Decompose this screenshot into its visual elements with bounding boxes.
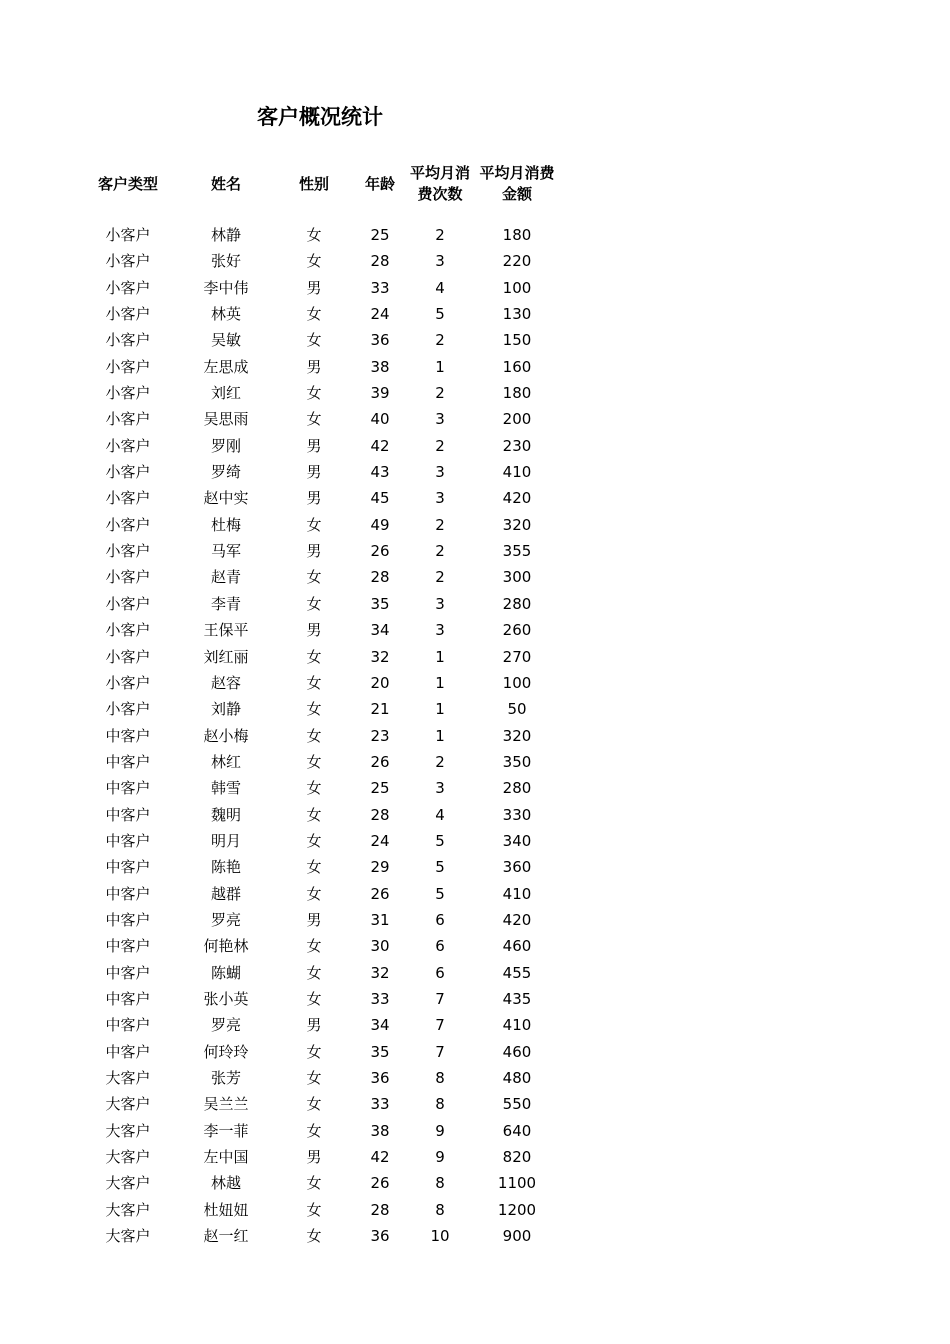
monthly-amount-cell: 300 bbox=[502, 568, 532, 587]
age-cell: 36 bbox=[370, 331, 390, 350]
name-cell: 何玲玲 bbox=[203, 1042, 249, 1061]
monthly-visits-cell: 4 bbox=[435, 278, 445, 297]
table-row bbox=[0, 881, 600, 907]
age-cell: 35 bbox=[370, 1042, 390, 1061]
customer-type-cell: 中客户 bbox=[105, 963, 151, 982]
table-row bbox=[0, 222, 600, 248]
table-row bbox=[0, 248, 600, 274]
customer-type-cell: 中客户 bbox=[105, 779, 151, 798]
monthly-visits-cell: 2 bbox=[435, 331, 445, 350]
table-row bbox=[0, 775, 600, 801]
monthly-amount-cell: 50 bbox=[507, 700, 527, 719]
gender-cell: 男 bbox=[306, 489, 322, 508]
name-cell: 罗亮 bbox=[210, 1016, 241, 1035]
gender-cell: 男 bbox=[306, 278, 322, 297]
age-cell: 30 bbox=[370, 937, 390, 956]
age-cell: 32 bbox=[370, 963, 390, 982]
gender-cell: 女 bbox=[306, 884, 322, 903]
age-cell: 33 bbox=[370, 278, 390, 297]
table-row bbox=[0, 1012, 600, 1038]
customer-type-cell: 中客户 bbox=[105, 1016, 151, 1035]
monthly-amount-cell: 410 bbox=[502, 463, 532, 482]
name-cell: 左思成 bbox=[203, 357, 249, 376]
customer-type-cell: 中客户 bbox=[105, 937, 151, 956]
customer-type-cell: 小客户 bbox=[105, 621, 151, 640]
monthly-amount-cell: 550 bbox=[502, 1095, 532, 1114]
monthly-visits-cell: 3 bbox=[435, 252, 445, 271]
table-row bbox=[0, 1118, 600, 1144]
customer-type-cell: 大客户 bbox=[105, 1121, 151, 1140]
gender-cell: 男 bbox=[306, 1016, 322, 1035]
name-cell: 吴思雨 bbox=[203, 410, 249, 429]
name-cell: 罗亮 bbox=[210, 910, 241, 929]
table-row bbox=[0, 802, 600, 828]
age-cell: 26 bbox=[370, 542, 390, 561]
gender-cell: 女 bbox=[306, 1227, 322, 1246]
gender-cell: 女 bbox=[306, 1095, 322, 1114]
table-row bbox=[0, 854, 600, 880]
customer-type-cell: 中客户 bbox=[105, 1042, 151, 1061]
monthly-amount-cell: 260 bbox=[502, 621, 532, 640]
name-cell: 李中伟 bbox=[203, 278, 249, 297]
table-row bbox=[0, 986, 600, 1012]
monthly-amount-cell: 420 bbox=[502, 910, 532, 929]
monthly-visits-cell: 2 bbox=[435, 384, 445, 403]
monthly-visits-cell: 2 bbox=[435, 542, 445, 561]
table-row bbox=[0, 1144, 600, 1170]
name-cell: 张芳 bbox=[210, 1069, 241, 1087]
monthly-amount-cell: 280 bbox=[502, 594, 532, 613]
customer-type-cell: 小客户 bbox=[105, 410, 151, 429]
monthly-visits-cell: 4 bbox=[435, 805, 445, 824]
name-cell: 李一菲 bbox=[203, 1121, 249, 1140]
customer-type-cell: 大客户 bbox=[105, 1227, 151, 1246]
customer-type-cell: 中客户 bbox=[105, 805, 151, 824]
table-row bbox=[0, 433, 600, 459]
age-cell: 24 bbox=[370, 831, 390, 850]
age-cell: 38 bbox=[370, 357, 390, 376]
monthly-visits-cell: 5 bbox=[435, 858, 445, 877]
monthly-amount-cell: 220 bbox=[502, 252, 532, 271]
monthly-visits-cell: 9 bbox=[435, 1121, 445, 1140]
age-cell: 28 bbox=[370, 568, 390, 587]
name-cell: 马军 bbox=[210, 542, 241, 561]
customer-type-cell: 小客户 bbox=[105, 489, 151, 508]
customer-type-cell: 大客户 bbox=[105, 1200, 151, 1219]
gender-cell: 女 bbox=[306, 831, 322, 850]
table-row bbox=[0, 644, 600, 670]
monthly-amount-cell: 435 bbox=[502, 989, 532, 1008]
gender-cell: 女 bbox=[306, 858, 322, 877]
name-cell: 林越 bbox=[210, 1174, 241, 1193]
gender-cell: 女 bbox=[306, 963, 322, 982]
name-cell: 吴敏 bbox=[210, 331, 241, 350]
gender-cell: 女 bbox=[306, 305, 322, 324]
customer-type-cell: 小客户 bbox=[105, 568, 151, 587]
customer-type-cell: 小客户 bbox=[105, 278, 151, 297]
customer-type-cell: 小客户 bbox=[105, 331, 151, 350]
name-cell: 韩雪 bbox=[210, 779, 241, 798]
age-cell: 42 bbox=[370, 436, 390, 455]
table-row bbox=[0, 907, 600, 933]
customer-type-cell: 中客户 bbox=[105, 726, 151, 745]
table-row bbox=[0, 749, 600, 775]
table-row bbox=[0, 617, 600, 643]
table-body bbox=[0, 222, 600, 1249]
monthly-amount-cell: 160 bbox=[502, 357, 532, 376]
table-row bbox=[0, 1197, 600, 1223]
age-cell: 29 bbox=[370, 858, 390, 877]
monthly-visits-cell: 6 bbox=[435, 937, 445, 956]
name-cell: 赵小梅 bbox=[203, 726, 249, 745]
column-header-age: 年龄 bbox=[364, 174, 395, 193]
monthly-amount-cell: 320 bbox=[502, 515, 532, 534]
age-cell: 40 bbox=[370, 410, 390, 429]
age-cell: 36 bbox=[370, 1069, 390, 1087]
name-cell: 刘红 bbox=[210, 384, 241, 403]
monthly-visits-cell: 2 bbox=[435, 752, 445, 771]
monthly-visits-cell: 8 bbox=[435, 1069, 445, 1087]
name-cell: 吴兰兰 bbox=[203, 1095, 249, 1114]
customer-type-cell: 中客户 bbox=[105, 831, 151, 850]
age-cell: 26 bbox=[370, 1174, 390, 1193]
monthly-visits-cell: 2 bbox=[435, 226, 445, 244]
customer-type-cell: 小客户 bbox=[105, 226, 151, 244]
name-cell: 左中国 bbox=[203, 1148, 249, 1167]
gender-cell: 女 bbox=[306, 568, 322, 587]
table-row bbox=[0, 828, 600, 854]
age-cell: 25 bbox=[370, 779, 390, 798]
age-cell: 49 bbox=[370, 515, 390, 534]
customer-type-cell: 中客户 bbox=[105, 858, 151, 877]
monthly-visits-cell: 1 bbox=[435, 700, 445, 719]
table-row bbox=[0, 933, 600, 959]
column-header-monthly-visits: 平均月消费次数 bbox=[409, 164, 470, 203]
monthly-amount-cell: 640 bbox=[502, 1121, 532, 1140]
monthly-amount-cell: 200 bbox=[502, 410, 532, 429]
gender-cell: 女 bbox=[306, 726, 322, 745]
monthly-amount-cell: 230 bbox=[502, 436, 532, 455]
gender-cell: 女 bbox=[306, 594, 322, 613]
name-cell: 明月 bbox=[210, 831, 241, 850]
age-cell: 21 bbox=[370, 700, 390, 719]
monthly-visits-cell: 7 bbox=[435, 1042, 445, 1061]
monthly-visits-cell: 2 bbox=[435, 436, 445, 455]
name-cell: 刘静 bbox=[210, 700, 241, 719]
age-cell: 31 bbox=[370, 910, 390, 929]
monthly-visits-cell: 3 bbox=[435, 621, 445, 640]
monthly-amount-cell: 100 bbox=[502, 673, 532, 692]
monthly-visits-cell: 7 bbox=[435, 989, 445, 1008]
name-cell: 王保平 bbox=[203, 621, 249, 640]
gender-cell: 女 bbox=[306, 1200, 322, 1219]
monthly-visits-cell: 3 bbox=[435, 594, 445, 613]
table-row bbox=[0, 354, 600, 380]
table-row bbox=[0, 380, 600, 406]
age-cell: 38 bbox=[370, 1121, 390, 1140]
table-row bbox=[0, 512, 600, 538]
table-row bbox=[0, 591, 600, 617]
name-cell: 张小英 bbox=[203, 989, 249, 1008]
name-cell: 罗刚 bbox=[210, 436, 241, 455]
gender-cell: 女 bbox=[306, 1042, 322, 1061]
monthly-amount-cell: 460 bbox=[502, 937, 532, 956]
customer-type-cell: 小客户 bbox=[105, 515, 151, 534]
gender-cell: 女 bbox=[306, 410, 322, 429]
monthly-amount-cell: 180 bbox=[502, 226, 532, 244]
table-row bbox=[0, 301, 600, 327]
name-cell: 陈艳 bbox=[210, 858, 241, 877]
gender-cell: 女 bbox=[306, 226, 322, 244]
name-cell: 杜梅 bbox=[210, 515, 241, 534]
customer-type-cell: 中客户 bbox=[105, 989, 151, 1008]
age-cell: 20 bbox=[370, 673, 390, 692]
customer-type-cell: 中客户 bbox=[105, 752, 151, 771]
monthly-visits-cell: 1 bbox=[435, 357, 445, 376]
gender-cell: 女 bbox=[306, 515, 322, 534]
age-cell: 28 bbox=[370, 805, 390, 824]
name-cell: 刘红丽 bbox=[203, 647, 249, 666]
monthly-visits-cell: 5 bbox=[435, 831, 445, 850]
customer-type-cell: 小客户 bbox=[105, 305, 151, 324]
monthly-visits-cell: 7 bbox=[435, 1016, 445, 1035]
monthly-visits-cell: 8 bbox=[435, 1174, 445, 1193]
page-title: 客户概况统计 bbox=[257, 105, 383, 129]
table-row bbox=[0, 564, 600, 590]
monthly-visits-cell: 1 bbox=[435, 647, 445, 666]
column-header-monthly-amount: 平均月消费金额 bbox=[479, 164, 555, 203]
gender-cell: 男 bbox=[306, 910, 322, 929]
monthly-amount-cell: 280 bbox=[502, 779, 532, 798]
name-cell: 罗绮 bbox=[210, 463, 241, 482]
monthly-visits-cell: 8 bbox=[435, 1200, 445, 1219]
monthly-amount-cell: 100 bbox=[502, 278, 532, 297]
monthly-amount-cell: 455 bbox=[502, 963, 532, 982]
table-row bbox=[0, 327, 600, 353]
age-cell: 35 bbox=[370, 594, 390, 613]
gender-cell: 女 bbox=[306, 1174, 322, 1193]
monthly-amount-cell: 480 bbox=[502, 1069, 532, 1087]
customer-type-cell: 中客户 bbox=[105, 910, 151, 929]
age-cell: 26 bbox=[370, 752, 390, 771]
age-cell: 28 bbox=[370, 252, 390, 271]
name-cell: 林英 bbox=[210, 305, 241, 324]
gender-cell: 男 bbox=[306, 463, 322, 482]
age-cell: 34 bbox=[370, 621, 390, 640]
monthly-amount-cell: 410 bbox=[502, 884, 532, 903]
monthly-amount-cell: 270 bbox=[502, 647, 532, 666]
monthly-visits-cell: 6 bbox=[435, 963, 445, 982]
monthly-amount-cell: 330 bbox=[502, 805, 532, 824]
name-cell: 杜妞妞 bbox=[203, 1200, 249, 1219]
name-cell: 林静 bbox=[210, 226, 241, 244]
name-cell: 张好 bbox=[210, 252, 241, 271]
table-row bbox=[0, 275, 600, 301]
age-cell: 32 bbox=[370, 647, 390, 666]
customer-type-cell: 大客户 bbox=[105, 1174, 151, 1193]
name-cell: 越群 bbox=[210, 884, 241, 903]
age-cell: 34 bbox=[370, 1016, 390, 1035]
monthly-amount-cell: 900 bbox=[502, 1227, 532, 1246]
customer-type-cell: 小客户 bbox=[105, 463, 151, 482]
monthly-visits-cell: 6 bbox=[435, 910, 445, 929]
monthly-amount-cell: 180 bbox=[502, 384, 532, 403]
table-row bbox=[0, 459, 600, 485]
gender-cell: 女 bbox=[306, 752, 322, 771]
table-header bbox=[0, 161, 600, 207]
customer-type-cell: 小客户 bbox=[105, 594, 151, 613]
monthly-amount-cell: 820 bbox=[502, 1148, 532, 1167]
age-cell: 26 bbox=[370, 884, 390, 903]
monthly-amount-cell: 410 bbox=[502, 1016, 532, 1035]
age-cell: 45 bbox=[370, 489, 390, 508]
table-row bbox=[0, 960, 600, 986]
table-row bbox=[0, 670, 600, 696]
column-header-name: 姓名 bbox=[210, 174, 241, 193]
customer-type-cell: 小客户 bbox=[105, 252, 151, 271]
name-cell: 赵中实 bbox=[203, 489, 249, 508]
monthly-visits-cell: 5 bbox=[435, 305, 445, 324]
gender-cell: 女 bbox=[306, 989, 322, 1008]
age-cell: 39 bbox=[370, 384, 390, 403]
customer-type-cell: 小客户 bbox=[105, 647, 151, 666]
age-cell: 33 bbox=[370, 1095, 390, 1114]
table-row bbox=[0, 1039, 600, 1065]
monthly-visits-cell: 1 bbox=[435, 726, 445, 745]
table-row bbox=[0, 538, 600, 564]
gender-cell: 女 bbox=[306, 805, 322, 824]
gender-cell: 女 bbox=[306, 1121, 322, 1140]
gender-cell: 男 bbox=[306, 621, 322, 640]
column-header-gender: 性别 bbox=[298, 174, 329, 193]
name-cell: 赵容 bbox=[210, 673, 241, 692]
name-cell: 赵青 bbox=[210, 568, 241, 587]
customer-type-cell: 小客户 bbox=[105, 542, 151, 561]
table-row bbox=[0, 696, 600, 722]
customer-type-cell: 小客户 bbox=[105, 436, 151, 455]
gender-cell: 女 bbox=[306, 252, 322, 271]
monthly-amount-cell: 355 bbox=[502, 542, 532, 561]
gender-cell: 男 bbox=[306, 1148, 322, 1167]
monthly-visits-cell: 2 bbox=[435, 568, 445, 587]
monthly-visits-cell: 2 bbox=[435, 515, 445, 534]
age-cell: 42 bbox=[370, 1148, 390, 1167]
monthly-amount-cell: 460 bbox=[502, 1042, 532, 1061]
age-cell: 36 bbox=[370, 1227, 390, 1246]
gender-cell: 男 bbox=[306, 357, 322, 376]
name-cell: 陈蝴 bbox=[210, 963, 241, 982]
customer-type-cell: 小客户 bbox=[105, 673, 151, 692]
gender-cell: 女 bbox=[306, 647, 322, 666]
gender-cell: 女 bbox=[306, 779, 322, 798]
table-row bbox=[0, 1223, 600, 1249]
age-cell: 33 bbox=[370, 989, 390, 1008]
monthly-amount-cell: 350 bbox=[502, 752, 532, 771]
gender-cell: 男 bbox=[306, 436, 322, 455]
customer-type-cell: 小客户 bbox=[105, 384, 151, 403]
monthly-visits-cell: 3 bbox=[435, 779, 445, 798]
gender-cell: 女 bbox=[306, 1069, 322, 1087]
table-row bbox=[0, 406, 600, 432]
name-cell: 林红 bbox=[210, 752, 241, 771]
age-cell: 23 bbox=[370, 726, 390, 745]
table-row bbox=[0, 485, 600, 511]
customer-type-cell: 中客户 bbox=[105, 884, 151, 903]
monthly-amount-cell: 360 bbox=[502, 858, 532, 877]
monthly-amount-cell: 320 bbox=[502, 726, 532, 745]
table-row bbox=[0, 723, 600, 749]
monthly-amount-cell: 130 bbox=[502, 305, 532, 324]
monthly-amount-cell: 1200 bbox=[497, 1200, 537, 1219]
customer-type-cell: 小客户 bbox=[105, 700, 151, 719]
monthly-amount-cell: 340 bbox=[502, 831, 532, 850]
customer-type-cell: 大客户 bbox=[105, 1148, 151, 1167]
monthly-visits-cell: 9 bbox=[435, 1148, 445, 1167]
table-row bbox=[0, 1091, 600, 1117]
gender-cell: 女 bbox=[306, 700, 322, 719]
monthly-amount-cell: 150 bbox=[502, 331, 532, 350]
age-cell: 24 bbox=[370, 305, 390, 324]
name-cell: 李青 bbox=[210, 594, 241, 613]
customer-type-cell: 大客户 bbox=[105, 1069, 151, 1087]
monthly-visits-cell: 5 bbox=[435, 884, 445, 903]
monthly-visits-cell: 3 bbox=[435, 489, 445, 508]
age-cell: 43 bbox=[370, 463, 390, 482]
table-row bbox=[0, 1065, 600, 1091]
name-cell: 魏明 bbox=[210, 805, 241, 824]
monthly-amount-cell: 1100 bbox=[497, 1174, 537, 1193]
gender-cell: 女 bbox=[306, 331, 322, 350]
monthly-visits-cell: 1 bbox=[435, 673, 445, 692]
gender-cell: 女 bbox=[306, 384, 322, 403]
monthly-visits-cell: 3 bbox=[435, 410, 445, 429]
age-cell: 25 bbox=[370, 226, 390, 244]
name-cell: 赵一红 bbox=[203, 1227, 249, 1246]
gender-cell: 女 bbox=[306, 673, 322, 692]
name-cell: 何艳林 bbox=[203, 937, 249, 956]
column-header-customer-type: 客户类型 bbox=[97, 174, 158, 193]
gender-cell: 男 bbox=[306, 542, 322, 561]
customer-type-cell: 小客户 bbox=[105, 357, 151, 376]
table-row bbox=[0, 1170, 600, 1196]
monthly-visits-cell: 8 bbox=[435, 1095, 445, 1114]
monthly-visits-cell: 3 bbox=[435, 463, 445, 482]
age-cell: 28 bbox=[370, 1200, 390, 1219]
monthly-visits-cell: 10 bbox=[430, 1227, 450, 1246]
customer-type-cell: 大客户 bbox=[105, 1095, 151, 1114]
monthly-amount-cell: 420 bbox=[502, 489, 532, 508]
gender-cell: 女 bbox=[306, 937, 322, 956]
